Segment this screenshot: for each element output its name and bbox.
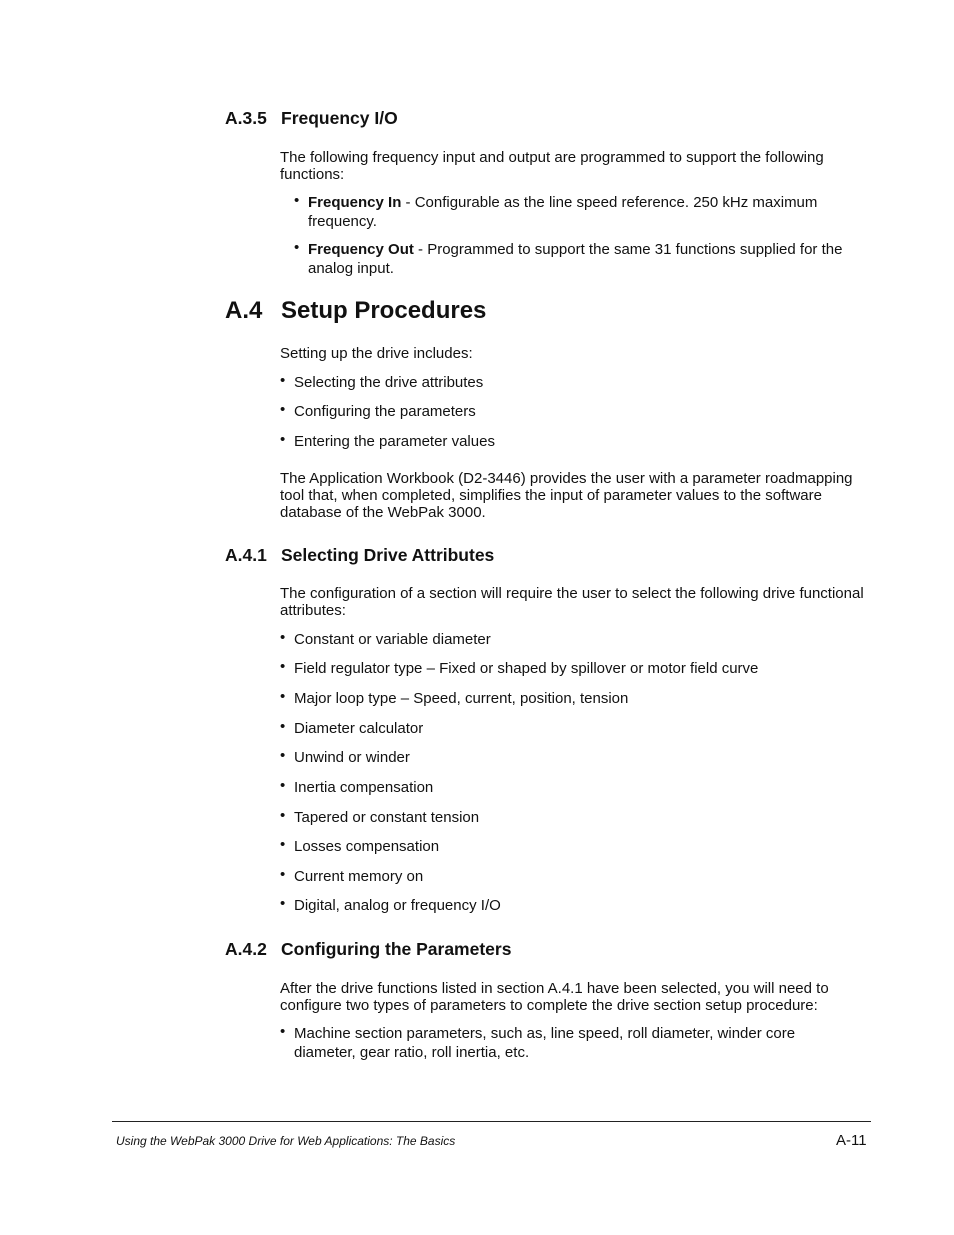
bullet: • <box>280 718 286 735</box>
section-number: A.3.5 <box>225 108 267 128</box>
term: Frequency Out <box>308 241 414 258</box>
list-item-text: Tapered or constant tension <box>294 809 480 826</box>
paragraph: The Application Workbook (D2-3446) provides the user with a parameter roadmapping tool that, when completed, simplifies the input of parameter values to the software database of the WebPak 3000. <box>280 470 853 521</box>
bullet: • <box>280 629 286 646</box>
page-number: A-11 <box>836 1132 867 1149</box>
list-item <box>280 808 479 827</box>
bullet: • <box>280 777 286 794</box>
list-item <box>280 748 410 767</box>
bullet: • <box>294 239 300 256</box>
footer-title: Using the WebPak 3000 Drive for Web Applications: The Basics <box>116 1134 456 1148</box>
section-number: A.4.2 <box>225 939 267 959</box>
bullet: • <box>280 1023 286 1040</box>
list-item-text: Current memory on <box>294 868 424 885</box>
section-title: Selecting Drive Attributes <box>281 545 495 565</box>
list-item <box>280 778 433 797</box>
list-item <box>280 659 758 678</box>
bullet: • <box>280 807 286 824</box>
list-item-text: Major loop type – Speed, current, position, tension <box>294 690 629 707</box>
paragraph: Setting up the drive includes: <box>280 345 473 362</box>
list-item <box>280 867 423 886</box>
footer-rule <box>112 1121 871 1122</box>
list-item-text: Digital, analog or frequency I/O <box>294 897 501 914</box>
list-item-text: Constant or variable diameter <box>294 631 491 648</box>
section-title: Setup Procedures <box>281 297 487 324</box>
list-item-text: Selecting the drive attributes <box>294 374 484 391</box>
term: Frequency In <box>308 194 402 211</box>
list-item <box>280 837 439 856</box>
list-item <box>280 373 483 392</box>
paragraph: After the drive functions listed in section A.4.1 have been selected, you will need to configure two types of parameters to complete the drive section setup procedure: <box>280 980 829 1014</box>
bullet: • <box>280 372 286 389</box>
list-item-text: Diameter calculator <box>294 720 424 737</box>
bullet: • <box>280 895 286 912</box>
list-item <box>280 1024 840 1062</box>
list-item <box>280 630 491 649</box>
section-heading-a42 <box>225 939 511 960</box>
section-title: Frequency I/O <box>281 108 398 128</box>
section-title: Configuring the Parameters <box>281 939 512 959</box>
bullet: • <box>280 658 286 675</box>
list-item-text: Inertia compensation <box>294 779 434 796</box>
bullet: • <box>280 866 286 883</box>
list-item <box>280 689 628 708</box>
paragraph: The configuration of a section will require the user to select the following drive functional attributes: <box>280 585 864 619</box>
list-item-text: Configuring the parameters <box>294 403 476 420</box>
list-item-text: Machine section parameters, such as, line speed, roll diameter, winder core diameter, gear ratio, roll inertia, etc. <box>294 1025 796 1061</box>
list-item <box>280 719 423 738</box>
list-item <box>280 432 495 451</box>
paragraph: The following frequency input and output are programmed to support the following functions: <box>280 149 824 183</box>
section-number: A.4.1 <box>225 545 267 565</box>
list-item <box>294 240 869 278</box>
list-item-text: Losses compensation <box>294 838 440 855</box>
list-item <box>280 896 501 915</box>
list-item-text: Entering the parameter values <box>294 433 495 450</box>
list-item-text: Unwind or winder <box>294 749 410 766</box>
section-heading-a35 <box>225 108 398 129</box>
bullet: • <box>280 401 286 418</box>
bullet: • <box>280 688 286 705</box>
list-item-text: Field regulator type – Fixed or shaped by spillover or motor field curve <box>294 660 759 677</box>
bullet: • <box>294 192 300 209</box>
bullet: • <box>280 431 286 448</box>
list-item <box>294 193 869 231</box>
chapter-heading-a4 <box>225 297 486 325</box>
section-heading-a41 <box>225 545 494 566</box>
bullet: • <box>280 747 286 764</box>
term-description: - Configurable as the line speed reference. 250 kHz maximum frequency. <box>308 194 818 230</box>
section-number: A.4 <box>225 297 263 324</box>
term-description: - Programmed to support the same 31 functions supplied for the analog input. <box>308 241 843 277</box>
bullet: • <box>280 836 286 853</box>
list-item <box>280 402 476 421</box>
